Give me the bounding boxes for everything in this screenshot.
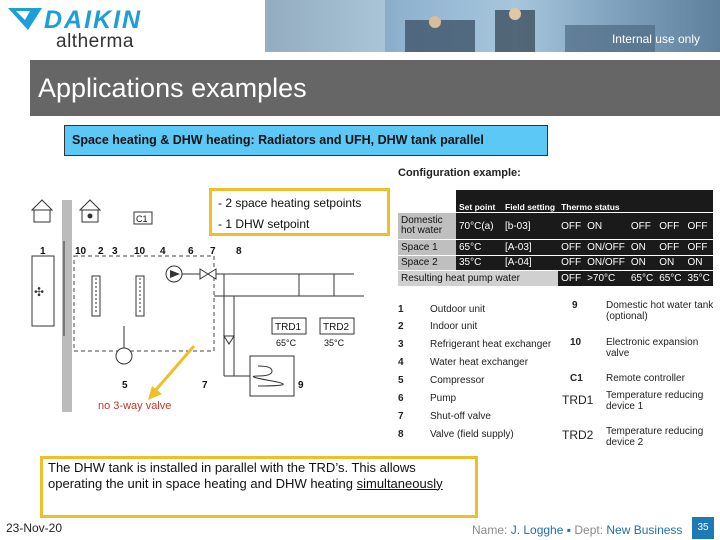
legend-text: Shut-off valve bbox=[430, 411, 491, 422]
page-title: Applications examples bbox=[38, 73, 307, 103]
diagram-num: 2 bbox=[98, 246, 104, 257]
cell: OFF bbox=[685, 240, 713, 256]
cell: 35°C bbox=[456, 255, 502, 271]
cell: ON/OFF bbox=[584, 240, 628, 256]
diagram-num: 6 bbox=[188, 246, 194, 257]
legend-num: TRD1 bbox=[562, 393, 594, 407]
table-row bbox=[398, 240, 713, 256]
subtitle: Space heating & DHW heating: Radiators and UFH, DHW tank parallel bbox=[72, 133, 484, 147]
legend-text: Compressor bbox=[430, 375, 485, 386]
cell: ON bbox=[685, 255, 713, 271]
internal-use-badge: Internal use only bbox=[611, 32, 700, 46]
brand-name: DAIKIN bbox=[44, 6, 143, 34]
cell: ON bbox=[584, 213, 628, 240]
table-row bbox=[398, 213, 713, 240]
legend-num: 4 bbox=[398, 357, 404, 368]
setpoints-box bbox=[209, 188, 390, 236]
table-row bbox=[398, 255, 713, 271]
house-icon bbox=[80, 200, 100, 222]
cell: [A-03] bbox=[502, 240, 558, 256]
row-label: Space 1 bbox=[398, 240, 456, 256]
row-label: Domestic hot water bbox=[398, 213, 456, 240]
legend-text: Electronic expansion valve bbox=[606, 337, 699, 359]
legend-num: 7 bbox=[398, 411, 404, 422]
cell: ON bbox=[656, 255, 684, 271]
setpoint-line: - 1 DHW setpoint bbox=[218, 217, 310, 231]
legend-num: 10 bbox=[570, 337, 582, 348]
diagram-num: 5 bbox=[122, 380, 128, 391]
daikin-logo-icon bbox=[8, 8, 42, 30]
legend-text: Remote controller bbox=[606, 373, 685, 384]
row-label: Resulting heat pump water bbox=[398, 271, 558, 287]
cell: OFF bbox=[656, 213, 684, 240]
legend-text: Water heat exchanger bbox=[430, 357, 529, 368]
diagram-num: 9 bbox=[298, 380, 304, 391]
table-row bbox=[398, 271, 713, 287]
legend-num: 9 bbox=[572, 300, 578, 311]
diagram-num: 3 bbox=[112, 246, 118, 257]
cell: ON bbox=[628, 240, 656, 256]
cell: OFF bbox=[558, 213, 584, 240]
legend-text: Temperature reducing device 1 bbox=[606, 390, 704, 412]
note-text bbox=[48, 460, 468, 491]
legend-num: 3 bbox=[398, 339, 404, 350]
cell: 65°C bbox=[628, 271, 656, 287]
footer-date: 23-Nov-20 bbox=[6, 521, 63, 535]
shutoff-valve-icon bbox=[200, 269, 234, 344]
cell: ON bbox=[628, 255, 656, 271]
legend-num: C1 bbox=[570, 373, 583, 384]
cell: 65°C bbox=[656, 271, 684, 287]
compressor-icon bbox=[116, 348, 132, 364]
legend-num: 1 bbox=[398, 304, 404, 315]
cell: OFF bbox=[558, 240, 584, 256]
svg-text:✣: ✣ bbox=[34, 285, 45, 299]
legend-text: Outdoor unit bbox=[430, 304, 486, 315]
cell: ON/OFF bbox=[584, 255, 628, 271]
diagram-num: 4 bbox=[160, 246, 166, 257]
cell: OFF bbox=[656, 240, 684, 256]
trd1-temp: 65°C bbox=[276, 338, 297, 348]
note-body: The DHW tank is installed in parallel with the TRD’s. This allows operating the unit in space heating and DHW heating bbox=[48, 460, 416, 491]
legend-text: Temperature reducing device 2 bbox=[606, 426, 704, 448]
diagram-num: 8 bbox=[236, 246, 242, 257]
cell: OFF bbox=[558, 255, 584, 271]
no-3way-valve-annotation: no 3-way valve bbox=[98, 400, 172, 412]
row-label: Space 2 bbox=[398, 255, 456, 271]
c1-label: C1 bbox=[136, 214, 148, 224]
legend-text: Valve (field supply) bbox=[430, 429, 514, 440]
cell: [b-03] bbox=[502, 213, 558, 240]
heat-exchanger-icon bbox=[92, 276, 144, 316]
setpoint-line: - 2 space heating setpoints bbox=[218, 196, 362, 210]
col-header: Field setting bbox=[502, 190, 558, 213]
legend-text: Indoor unit bbox=[430, 321, 478, 332]
product-name: altherma bbox=[56, 31, 134, 52]
author-name: J. Logghe bbox=[510, 523, 564, 537]
diagram-num: 7 bbox=[202, 380, 208, 391]
config-title: Configuration example: bbox=[398, 167, 521, 179]
dept-label: Dept: bbox=[574, 523, 604, 537]
dept-name: New Business bbox=[606, 523, 683, 537]
diagram-num: 10 bbox=[134, 246, 146, 257]
legend-text: Refrigerant heat exchanger bbox=[430, 339, 552, 350]
cell: OFF bbox=[558, 271, 584, 287]
cell: OFF bbox=[685, 213, 713, 240]
page-number: 35 bbox=[692, 517, 714, 539]
legend-num: TRD2 bbox=[562, 428, 594, 442]
cell: 70°C(a) bbox=[456, 213, 502, 240]
trd2-temp: 35°C bbox=[324, 338, 345, 348]
annotation-arrow bbox=[154, 346, 194, 392]
house-icon bbox=[32, 200, 52, 222]
cell: >70°C bbox=[584, 271, 628, 287]
col-header: Set point bbox=[456, 190, 502, 213]
trd2-label: TRD2 bbox=[323, 322, 350, 333]
legend-num: 5 bbox=[398, 375, 404, 386]
note-underlined: simultaneously bbox=[356, 475, 443, 491]
cell: OFF bbox=[628, 213, 656, 240]
diagram-num: 7 bbox=[210, 246, 216, 257]
legend-num: 8 bbox=[398, 429, 404, 440]
cell: [A-04] bbox=[502, 255, 558, 271]
diagram-num: 1 bbox=[40, 246, 46, 257]
legend-num: 6 bbox=[398, 393, 404, 404]
diagram-num: 10 bbox=[75, 246, 87, 257]
legend-text: Domestic hot water tank (optional) bbox=[606, 300, 714, 322]
legend-num: 2 bbox=[398, 321, 404, 332]
cell: 65°C bbox=[456, 240, 502, 256]
footer-author: Name: J. Logghe ▪ Dept: New Business bbox=[472, 523, 683, 537]
config-header-row bbox=[398, 190, 713, 213]
legend-text: Pump bbox=[430, 393, 457, 404]
name-label: Name: bbox=[472, 523, 508, 537]
config-table bbox=[398, 190, 713, 287]
cell: 35°C bbox=[685, 271, 713, 287]
col-header: Thermo status bbox=[558, 190, 713, 213]
trd1-label: TRD1 bbox=[275, 322, 302, 333]
